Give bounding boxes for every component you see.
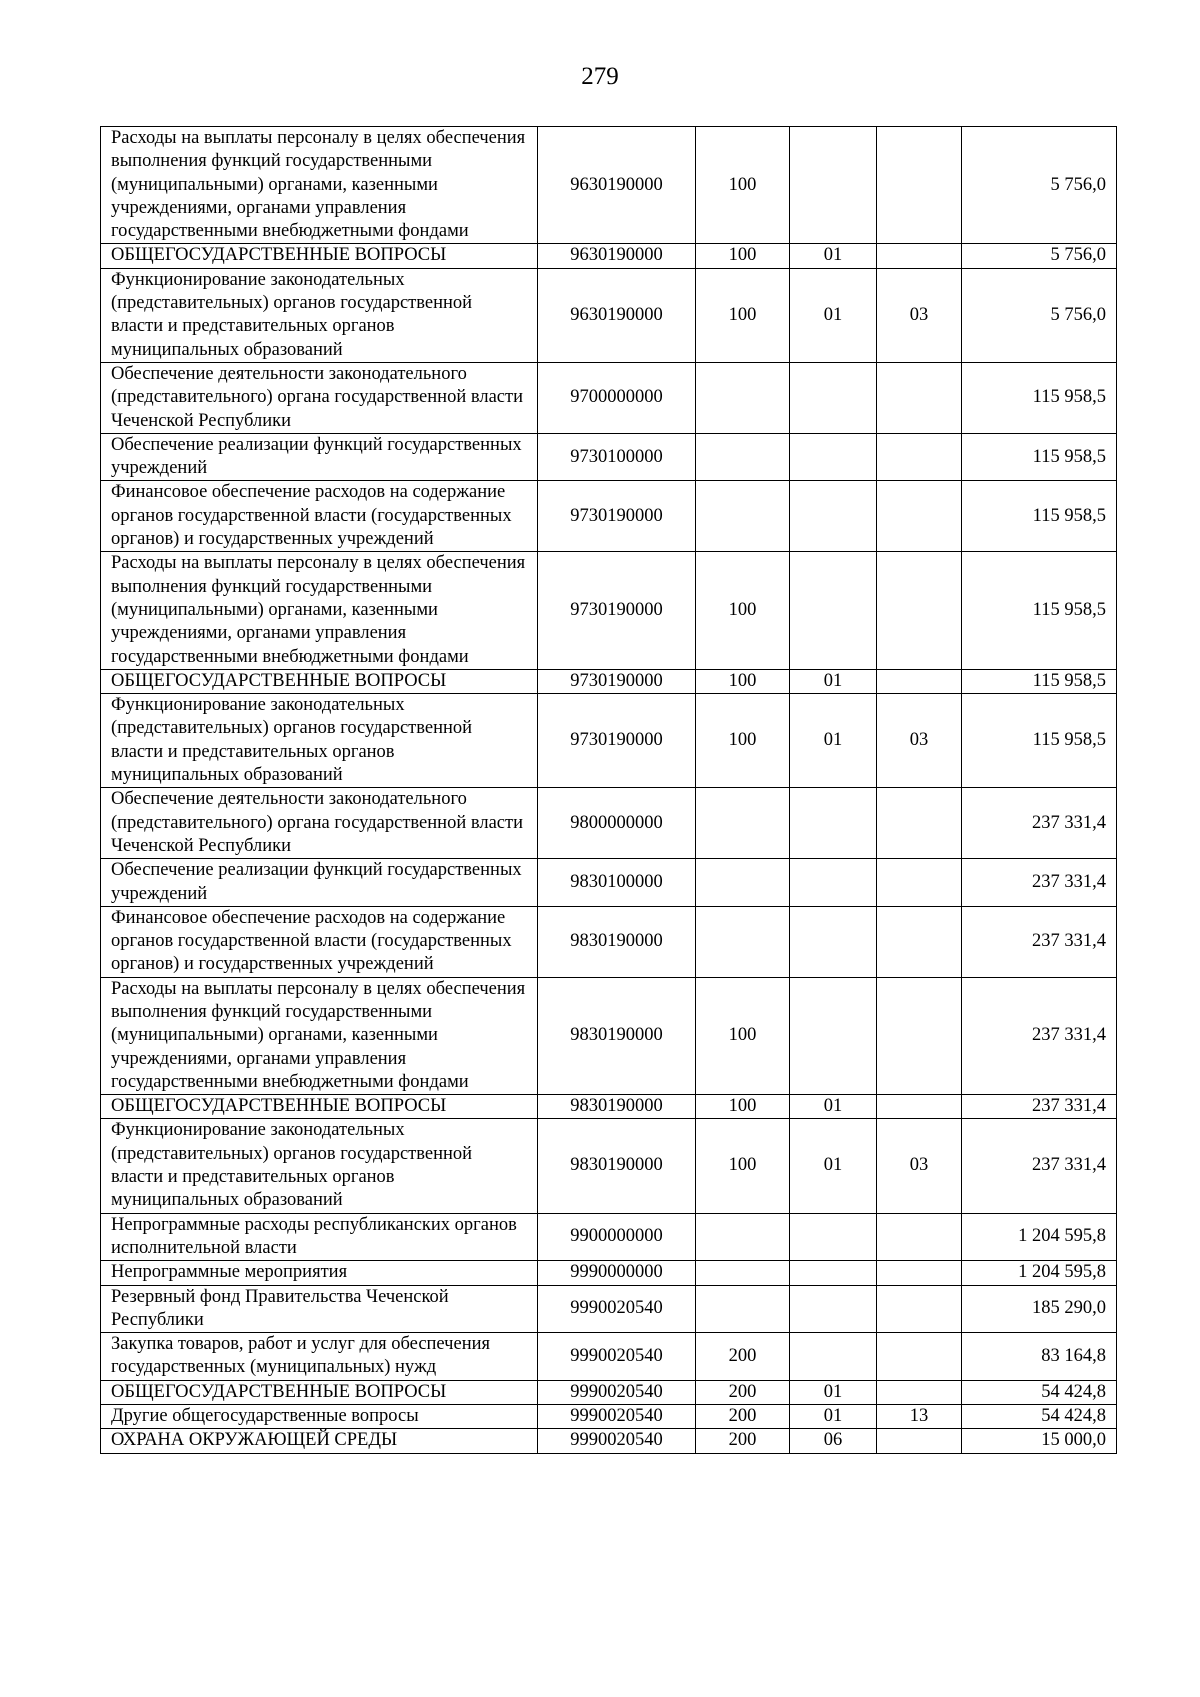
cell-target-article: 9900000000 [538,1213,696,1261]
cell-name: Обеспечение деятельности законодательного (представительного) органа государственной власти Чеченской Республики [101,362,538,433]
cell-target-article: 9730100000 [538,433,696,481]
cell-expense-type: 200 [696,1429,790,1453]
cell-subsection [877,859,962,907]
table-row [101,362,1117,433]
cell-section: 01 [790,669,877,693]
cell-name: Функционирование законодательных (представительных) органов государственной власти и представительных органов муниципальных образований [101,268,538,362]
cell-name: ОБЩЕГОСУДАРСТВЕННЫЕ ВОПРОСЫ [101,244,538,268]
cell-section [790,859,877,907]
cell-subsection: 03 [877,694,962,788]
cell-subsection: 03 [877,268,962,362]
cell-section: 01 [790,1119,877,1213]
cell-section [790,433,877,481]
cell-expense-type [696,433,790,481]
cell-section [790,1261,877,1285]
cell-name: Обеспечение деятельности законодательного (представительного) органа государственной власти Чеченской Республики [101,788,538,859]
cell-subsection [877,1333,962,1381]
cell-target-article: 9730190000 [538,552,696,669]
cell-subsection [877,127,962,244]
cell-target-article: 9830190000 [538,1119,696,1213]
cell-section: 01 [790,1095,877,1119]
cell-expense-type: 100 [696,1095,790,1119]
cell-section [790,1285,877,1333]
cell-amount: 54 424,8 [962,1380,1117,1404]
table-row [101,1380,1117,1404]
cell-amount: 237 331,4 [962,977,1117,1094]
cell-target-article: 9700000000 [538,362,696,433]
cell-target-article: 9990020540 [538,1380,696,1404]
cell-target-article: 9990000000 [538,1261,696,1285]
table-row [101,694,1117,788]
cell-target-article: 9990020540 [538,1429,696,1453]
cell-name: Финансовое обеспечение расходов на содержание органов государственной власти (государственных органов) и государственных учреждений [101,481,538,552]
page-number: 279 [581,63,619,90]
cell-subsection [877,552,962,669]
cell-section [790,481,877,552]
cell-subsection [877,1213,962,1261]
cell-amount: 15 000,0 [962,1429,1117,1453]
cell-name: Расходы на выплаты персоналу в целях обеспечения выполнения функций государственными (муниципальными) органами, казенными учреждениями, органами управления государственными внебюджетными фондами [101,977,538,1094]
cell-amount: 237 331,4 [962,859,1117,907]
cell-subsection [877,669,962,693]
cell-name: Непрограммные расходы республиканских органов исполнительной власти [101,1213,538,1261]
cell-subsection [877,362,962,433]
cell-expense-type [696,788,790,859]
cell-section: 06 [790,1429,877,1453]
cell-name: Обеспечение реализации функций государственных учреждений [101,859,538,907]
cell-subsection [877,433,962,481]
table-row [101,481,1117,552]
cell-amount: 237 331,4 [962,788,1117,859]
cell-name: Функционирование законодательных (представительных) органов государственной власти и представительных органов муниципальных образований [101,694,538,788]
cell-name: Обеспечение реализации функций государственных учреждений [101,433,538,481]
cell-section [790,977,877,1094]
cell-name: ОБЩЕГОСУДАРСТВЕННЫЕ ВОПРОСЫ [101,669,538,693]
cell-target-article: 9990020540 [538,1333,696,1381]
cell-amount: 83 164,8 [962,1333,1117,1381]
cell-name: Непрограммные мероприятия [101,1261,538,1285]
cell-expense-type [696,481,790,552]
cell-subsection [877,244,962,268]
cell-target-article: 9830190000 [538,906,696,977]
cell-section: 01 [790,694,877,788]
cell-name: Финансовое обеспечение расходов на содержание органов государственной власти (государственных органов) и государственных учреждений [101,906,538,977]
cell-section [790,127,877,244]
cell-subsection [877,1095,962,1119]
table-row [101,433,1117,481]
cell-expense-type [696,859,790,907]
table-row [101,127,1117,244]
cell-expense-type: 100 [696,244,790,268]
budget-table-body [101,127,1117,1454]
cell-name: ОБЩЕГОСУДАРСТВЕННЫЕ ВОПРОСЫ [101,1095,538,1119]
budget-table [100,126,1117,1454]
cell-expense-type: 200 [696,1333,790,1381]
cell-target-article: 9730190000 [538,694,696,788]
cell-name: Другие общегосударственные вопросы [101,1405,538,1429]
cell-amount: 115 958,5 [962,669,1117,693]
cell-subsection [877,906,962,977]
cell-amount: 185 290,0 [962,1285,1117,1333]
cell-expense-type: 100 [696,1119,790,1213]
cell-expense-type: 100 [696,669,790,693]
cell-target-article: 9730190000 [538,669,696,693]
cell-section [790,362,877,433]
cell-subsection [877,1285,962,1333]
cell-section [790,906,877,977]
cell-amount: 54 424,8 [962,1405,1117,1429]
table-row [101,906,1117,977]
table-row [101,1261,1117,1285]
cell-section [790,788,877,859]
cell-amount: 115 958,5 [962,362,1117,433]
cell-amount: 115 958,5 [962,481,1117,552]
cell-subsection [877,481,962,552]
table-row [101,1119,1117,1213]
table-row [101,244,1117,268]
cell-subsection [877,1261,962,1285]
cell-target-article: 9990020540 [538,1285,696,1333]
table-row [101,1095,1117,1119]
cell-target-article: 9630190000 [538,244,696,268]
table-row [101,268,1117,362]
cell-subsection [877,788,962,859]
cell-name: Функционирование законодательных (представительных) органов государственной власти и представительных органов муниципальных образований [101,1119,538,1213]
table-row [101,859,1117,907]
cell-amount: 115 958,5 [962,433,1117,481]
cell-name: Расходы на выплаты персоналу в целях обеспечения выполнения функций государственными (муниципальными) органами, казенными учреждениями, органами управления государственными внебюджетными фондами [101,127,538,244]
table-row [101,1285,1117,1333]
cell-amount: 5 756,0 [962,127,1117,244]
cell-expense-type [696,906,790,977]
cell-expense-type: 100 [696,977,790,1094]
cell-section: 01 [790,268,877,362]
cell-amount: 5 756,0 [962,268,1117,362]
cell-section [790,1213,877,1261]
cell-name: ОБЩЕГОСУДАРСТВЕННЫЕ ВОПРОСЫ [101,1380,538,1404]
table-row [101,788,1117,859]
cell-target-article: 9830190000 [538,977,696,1094]
cell-subsection [877,977,962,1094]
cell-expense-type: 200 [696,1380,790,1404]
table-row [101,1333,1117,1381]
table-row [101,1429,1117,1453]
cell-expense-type: 100 [696,268,790,362]
cell-expense-type: 200 [696,1405,790,1429]
cell-subsection [877,1429,962,1453]
cell-amount: 115 958,5 [962,694,1117,788]
cell-amount: 237 331,4 [962,1095,1117,1119]
cell-target-article: 9990020540 [538,1405,696,1429]
cell-name: Закупка товаров, работ и услуг для обеспечения государственных (муниципальных) нужд [101,1333,538,1381]
cell-subsection: 13 [877,1405,962,1429]
table-row [101,1405,1117,1429]
cell-expense-type [696,1261,790,1285]
cell-section: 01 [790,1380,877,1404]
cell-section: 01 [790,244,877,268]
cell-expense-type: 100 [696,127,790,244]
cell-target-article: 9630190000 [538,127,696,244]
cell-section: 01 [790,1405,877,1429]
cell-expense-type: 100 [696,552,790,669]
cell-name: ОХРАНА ОКРУЖАЮЩЕЙ СРЕДЫ [101,1429,538,1453]
cell-expense-type [696,362,790,433]
cell-expense-type [696,1285,790,1333]
table-row [101,977,1117,1094]
cell-amount: 237 331,4 [962,1119,1117,1213]
cell-target-article: 9830100000 [538,859,696,907]
cell-target-article: 9800000000 [538,788,696,859]
table-row [101,1213,1117,1261]
cell-subsection [877,1380,962,1404]
cell-name: Резервный фонд Правительства Чеченской Республики [101,1285,538,1333]
cell-expense-type [696,1213,790,1261]
cell-amount: 237 331,4 [962,906,1117,977]
table-row [101,552,1117,669]
cell-section [790,552,877,669]
table-row [101,669,1117,693]
cell-amount: 1 204 595,8 [962,1213,1117,1261]
cell-amount: 115 958,5 [962,552,1117,669]
cell-target-article: 9830190000 [538,1095,696,1119]
cell-target-article: 9730190000 [538,481,696,552]
cell-target-article: 9630190000 [538,268,696,362]
cell-amount: 5 756,0 [962,244,1117,268]
cell-expense-type: 100 [696,694,790,788]
cell-section [790,1333,877,1381]
cell-subsection: 03 [877,1119,962,1213]
cell-amount: 1 204 595,8 [962,1261,1117,1285]
cell-name: Расходы на выплаты персоналу в целях обеспечения выполнения функций государственными (муниципальными) органами, казенными учреждениями, органами управления государственными внебюджетными фондами [101,552,538,669]
